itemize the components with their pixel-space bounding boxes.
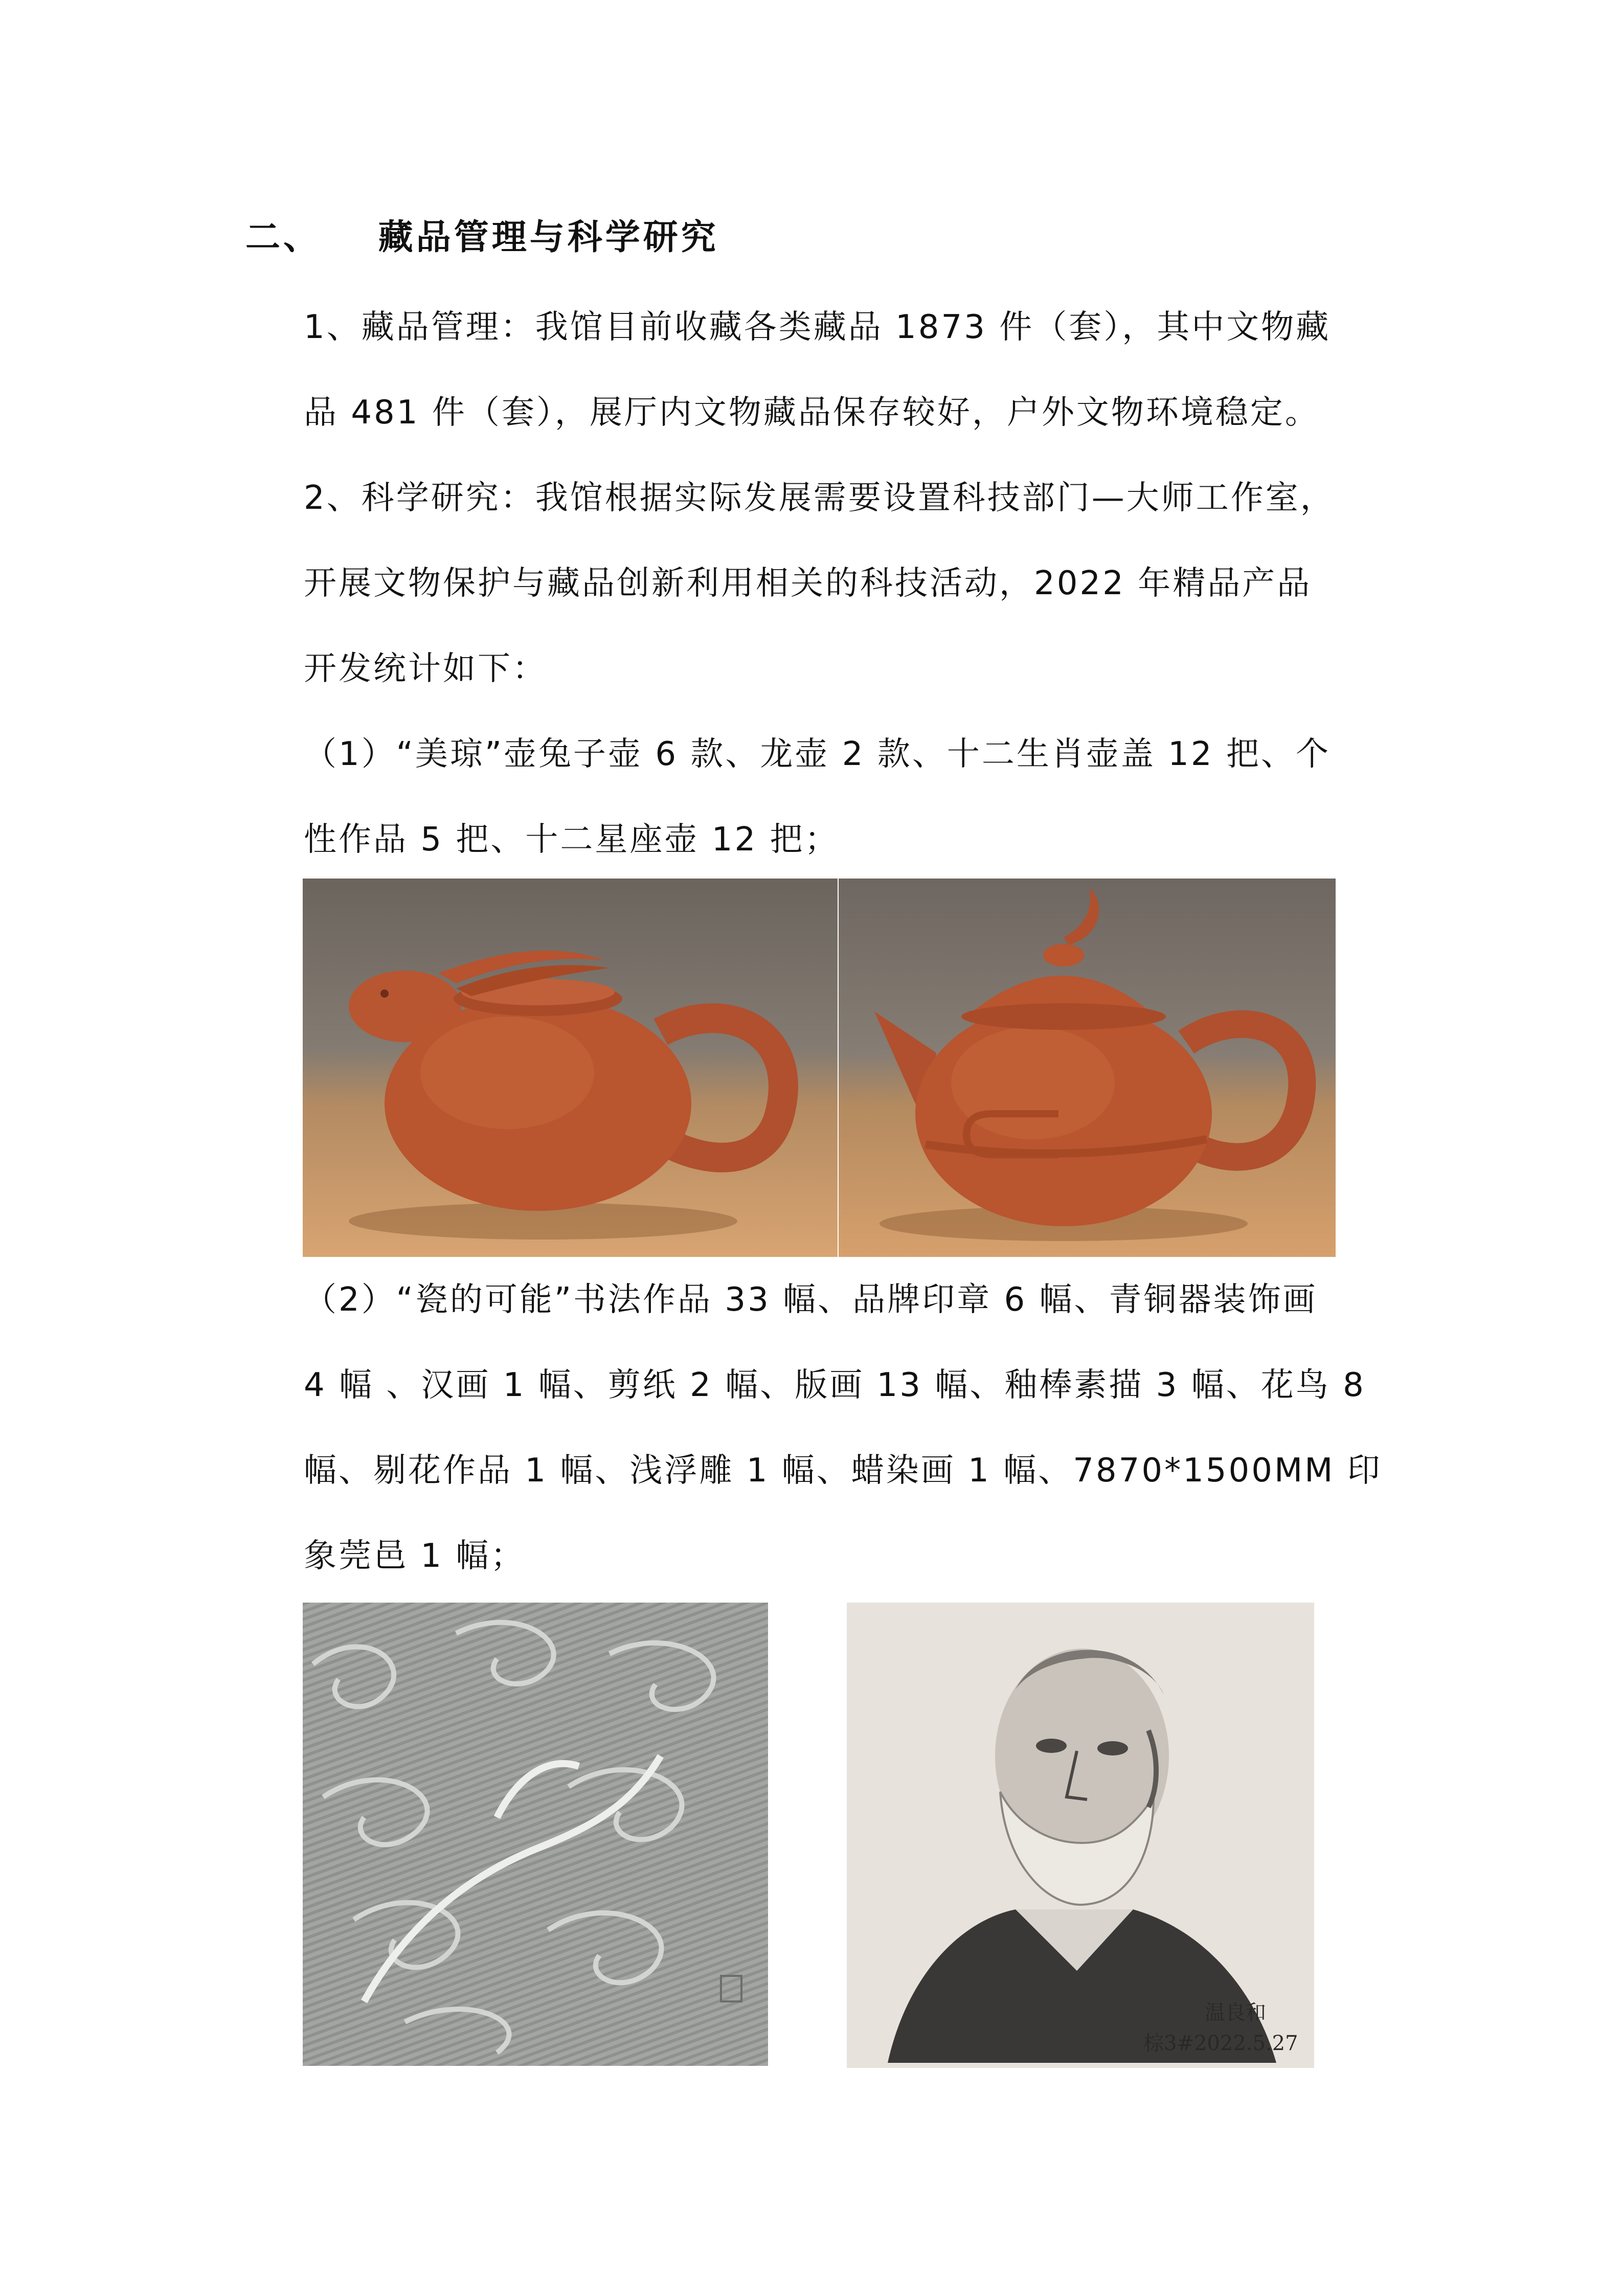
paragraph-line: 象莞邑 1 幅；	[304, 1537, 526, 1575]
rabbit-teapot-photo	[303, 879, 838, 1257]
dragon-teapot-photo	[839, 879, 1336, 1257]
paragraph-line: 性作品 5 把、十二星座壶 12 把；	[304, 821, 840, 859]
paragraph-line: 开发统计如下：	[304, 650, 547, 688]
section-number: 二、	[245, 217, 322, 258]
relief-carving-photo	[303, 1603, 768, 2066]
paragraph-line: 1、藏品管理：我馆目前收藏各类藏品 1873 件（套），其中文物藏	[304, 308, 1331, 346]
section-heading	[245, 210, 719, 259]
paragraph-line: 4 幅 、汉画 1 幅、剪纸 2 幅、版画 13 幅、釉棒素描 3 幅、花鸟 8	[304, 1366, 1366, 1404]
sketch-signature: 棕3#2022.5.27	[1143, 2032, 1298, 2055]
paragraph-line: （2）“瓷的可能”书法作品 33 幅、品牌印章 6 幅、青铜器装饰画	[304, 1281, 1318, 1319]
paragraph-line: 2、科学研究：我馆根据实际发展需要设置科技部门—大师工作室，	[304, 479, 1335, 517]
paragraph-line: （1）“美琼”壶兔子壶 6 款、龙壶 2 款、十二生肖壶盖 12 把、个	[304, 735, 1331, 773]
paragraph-line: 品 481 件（套），展厅内文物藏品保存较好，户外文物环境稳定。	[304, 394, 1320, 432]
section-title: 藏品管理与科学研究	[378, 217, 719, 258]
sketch-caption: 温良和	[1205, 2001, 1266, 2024]
paragraph-line: 开展文物保护与藏品创新利用相关的科技活动，2022 年精品产品	[304, 565, 1312, 602]
sketch-portrait-photo	[847, 1603, 1314, 2068]
paragraph-line: 幅、剔花作品 1 幅、浅浮雕 1 幅、蜡染画 1 幅、7870*1500MM 印	[304, 1452, 1382, 1490]
